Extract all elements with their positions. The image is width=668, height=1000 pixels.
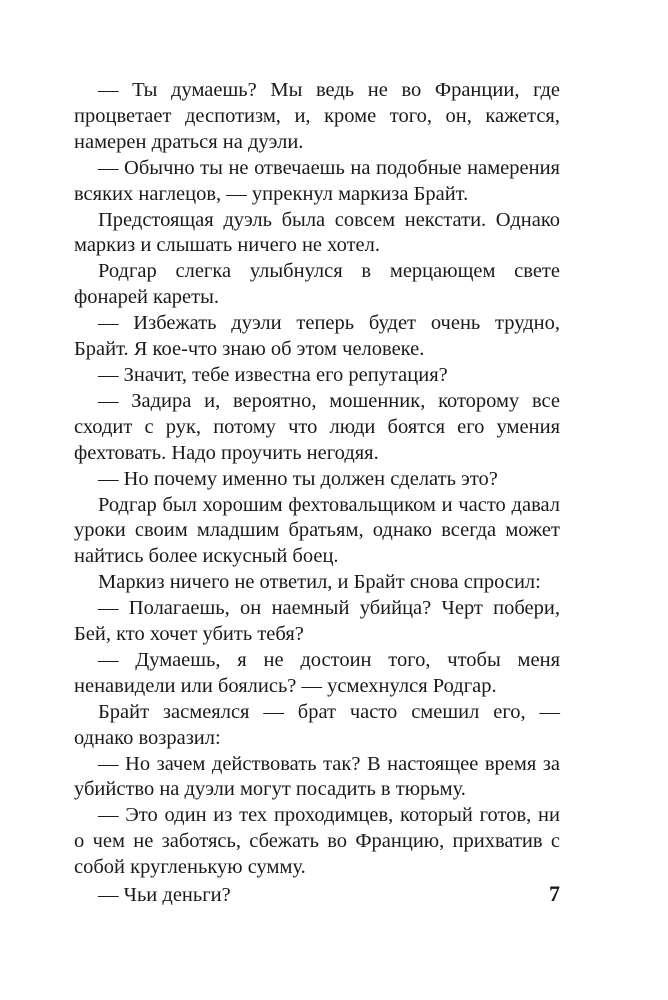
- paragraph: — Ты думаешь? Мы ведь не во Франции, где процветает деспотизм, и, кроме того, он, кажется, намерен драться на дуэли.: [74, 79, 560, 153]
- paragraph: Родгар слегка улыбнулся в мерцающем свете фонарей кареты.: [74, 260, 560, 309]
- paragraph: Брайт засмеялся — брат часто смешил его, — однако возразил:: [74, 700, 560, 749]
- paragraph: — Значит, тебе известна его репутация?: [98, 363, 448, 386]
- paragraph: Предстоящая дуэль была совсем некстати. Однако маркиз и слышать ничего не хотел.: [74, 208, 560, 257]
- book-page: [74, 78, 560, 909]
- paragraph: — Но почему именно ты должен сделать это?: [98, 467, 498, 490]
- paragraph: — Полагаешь, он наемный убийца? Черт побери, Бей, кто хочет убить тебя?: [74, 597, 560, 646]
- paragraph: — Избежать дуэли теперь будет очень трудно, Брайт. Я кое-что знаю об этом человеке.: [74, 312, 560, 361]
- paragraph: — Думаешь, я не достоин того, чтобы меня ненавидели или боялись? — усмехнулся Родгар.: [74, 648, 560, 697]
- paragraph: — Это один из тех проходимцев, который готов, ни о чем не заботясь, сбежать во Францию, прихватив с собой кругленькую сумму.: [74, 804, 560, 879]
- paragraph: Родгар был хорошим фехтовальщиком и часто давал уроки своим младшим братьям, однако всегда может найтись более искусный боец.: [74, 493, 560, 568]
- paragraph: — Обычно ты не отвечаешь на подобные намерения всяких наглецов, — упрекнул маркиза Брайт.: [74, 156, 560, 205]
- page-number: 7: [549, 881, 560, 907]
- paragraph: Маркиз ничего не ответил, и Брайт снова спросил:: [98, 571, 541, 594]
- paragraph: — Но зачем действовать так? В настоящее время за убийство на дуэли могут посадить в тюрьму.: [74, 752, 560, 801]
- paragraph: — Чьи деньги?: [98, 884, 231, 907]
- last-line: [74, 881, 560, 909]
- paragraph: — Задира и, вероятно, мошенник, которому все сходит с рук, потому что люди боятся его умения фехтовать. Надо проучить негодяя.: [74, 389, 560, 464]
